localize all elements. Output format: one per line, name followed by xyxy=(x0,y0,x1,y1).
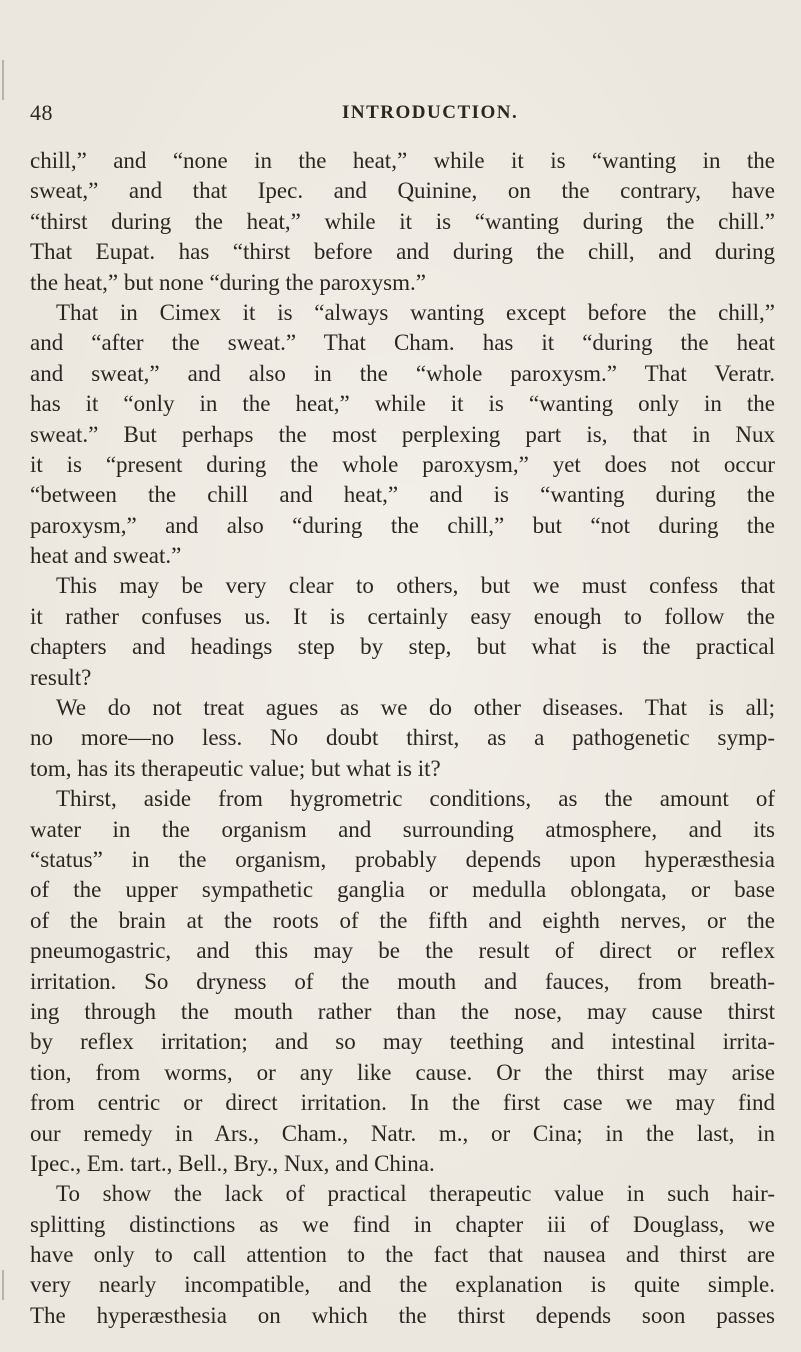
text-line: have only to call attention to the fact that nausea and thirst are xyxy=(30,1242,775,1268)
text-line: very nearly incompatible, and the explanation is quite simple. xyxy=(30,1272,775,1298)
text-line: Thirst, aside from hygrometric conditions, as the amount of xyxy=(56,786,775,812)
text-line: Ipec., Em. tart., Bell., Bry., Nux, and China. xyxy=(30,1150,435,1176)
text-line: tom, has its therapeutic value; but what is it? xyxy=(30,755,441,781)
text-line: “status” in the organism, probably depends upon hyperæsthesia xyxy=(30,846,775,872)
text-line: of the upper sympathetic ganglia or medulla oblongata, or base xyxy=(30,877,775,903)
text-line: irritation. So dryness of the mouth and fauces, from breath- xyxy=(30,968,775,994)
text-line: sweat.” But perhaps the most perplexing part is, that in Nux xyxy=(30,421,775,447)
page-header xyxy=(0,100,801,130)
text-line: the heat,” but none “during the paroxysm.” xyxy=(30,269,426,295)
text-line: it rather confuses us. It is certainly easy enough to follow the xyxy=(30,603,775,629)
text-line: That Eupat. has “thirst before and during the chill, and during xyxy=(30,239,775,265)
text-line: chill,” and “none in the heat,” while it is “wanting in the xyxy=(30,148,775,173)
text-line: from centric or direct irritation. In the first case we may find xyxy=(30,1090,775,1116)
text-line: chapters and headings step by step, but what is the practical xyxy=(30,634,775,660)
text-line: To show the lack of practical therapeutic value in such hair- xyxy=(56,1181,775,1207)
text-line: and sweat,” and also in the “whole paroxysm.” That Veratr. xyxy=(30,360,775,386)
running-head: INTRODUCTION. xyxy=(342,102,519,123)
text-line: of the brain at the roots of the fifth and eighth nerves, or the xyxy=(30,907,775,933)
text-line: ing through the mouth rather than the nose, may cause thirst xyxy=(30,998,775,1024)
text-line: by reflex irritation; and so may teething and intestinal irrita- xyxy=(30,1029,775,1055)
text-line: splitting distinctions as we find in chapter iii of Douglass, we xyxy=(30,1211,775,1237)
body-text xyxy=(30,146,775,1331)
text-line: “thirst during the heat,” while it is “wanting during the chill.” xyxy=(30,208,775,234)
text-line: pneumogastric, and this may be the result of direct or reflex xyxy=(30,938,775,964)
text-line: our remedy in Ars., Cham., Natr. m., or Cina; in the last, in xyxy=(30,1120,775,1146)
page-number: 48 xyxy=(30,100,53,125)
text-line: heat and sweat.” xyxy=(30,543,182,569)
page-edge-mark xyxy=(2,60,4,100)
text-line: This may be very clear to others, but we must confess that xyxy=(56,573,775,599)
text-line: “between the chill and heat,” and is “wanting during the xyxy=(30,482,775,508)
text-line: We do not treat agues as we do other diseases. That is all; xyxy=(56,695,775,721)
text-line: tion, from worms, or any like cause. Or the thirst may arise xyxy=(30,1059,775,1085)
text-line: result? xyxy=(30,664,92,690)
text-line: sweat,” and that Ipec. and Quinine, on the contrary, have xyxy=(30,178,775,204)
text-line: water in the organism and surrounding atmosphere, and its xyxy=(30,816,775,842)
text-line: has it “only in the heat,” while it is “wanting only in the xyxy=(30,391,775,417)
text-line: paroxysm,” and also “during the chill,” but “not during the xyxy=(30,512,775,538)
text-line: it is “present during the whole paroxysm,” yet does not occur xyxy=(30,451,775,477)
text-line: no more—no less. No doubt thirst, as a pathogenetic symp- xyxy=(30,725,775,751)
text-line: The hyperæsthesia on which the thirst depends soon passes xyxy=(30,1302,775,1328)
text-line: and “after the sweat.” That Cham. has it “during the heat xyxy=(30,330,775,356)
text-line: That in Cimex it is “always wanting except before the chill,” xyxy=(56,299,775,325)
page-edge-mark xyxy=(2,1270,4,1300)
